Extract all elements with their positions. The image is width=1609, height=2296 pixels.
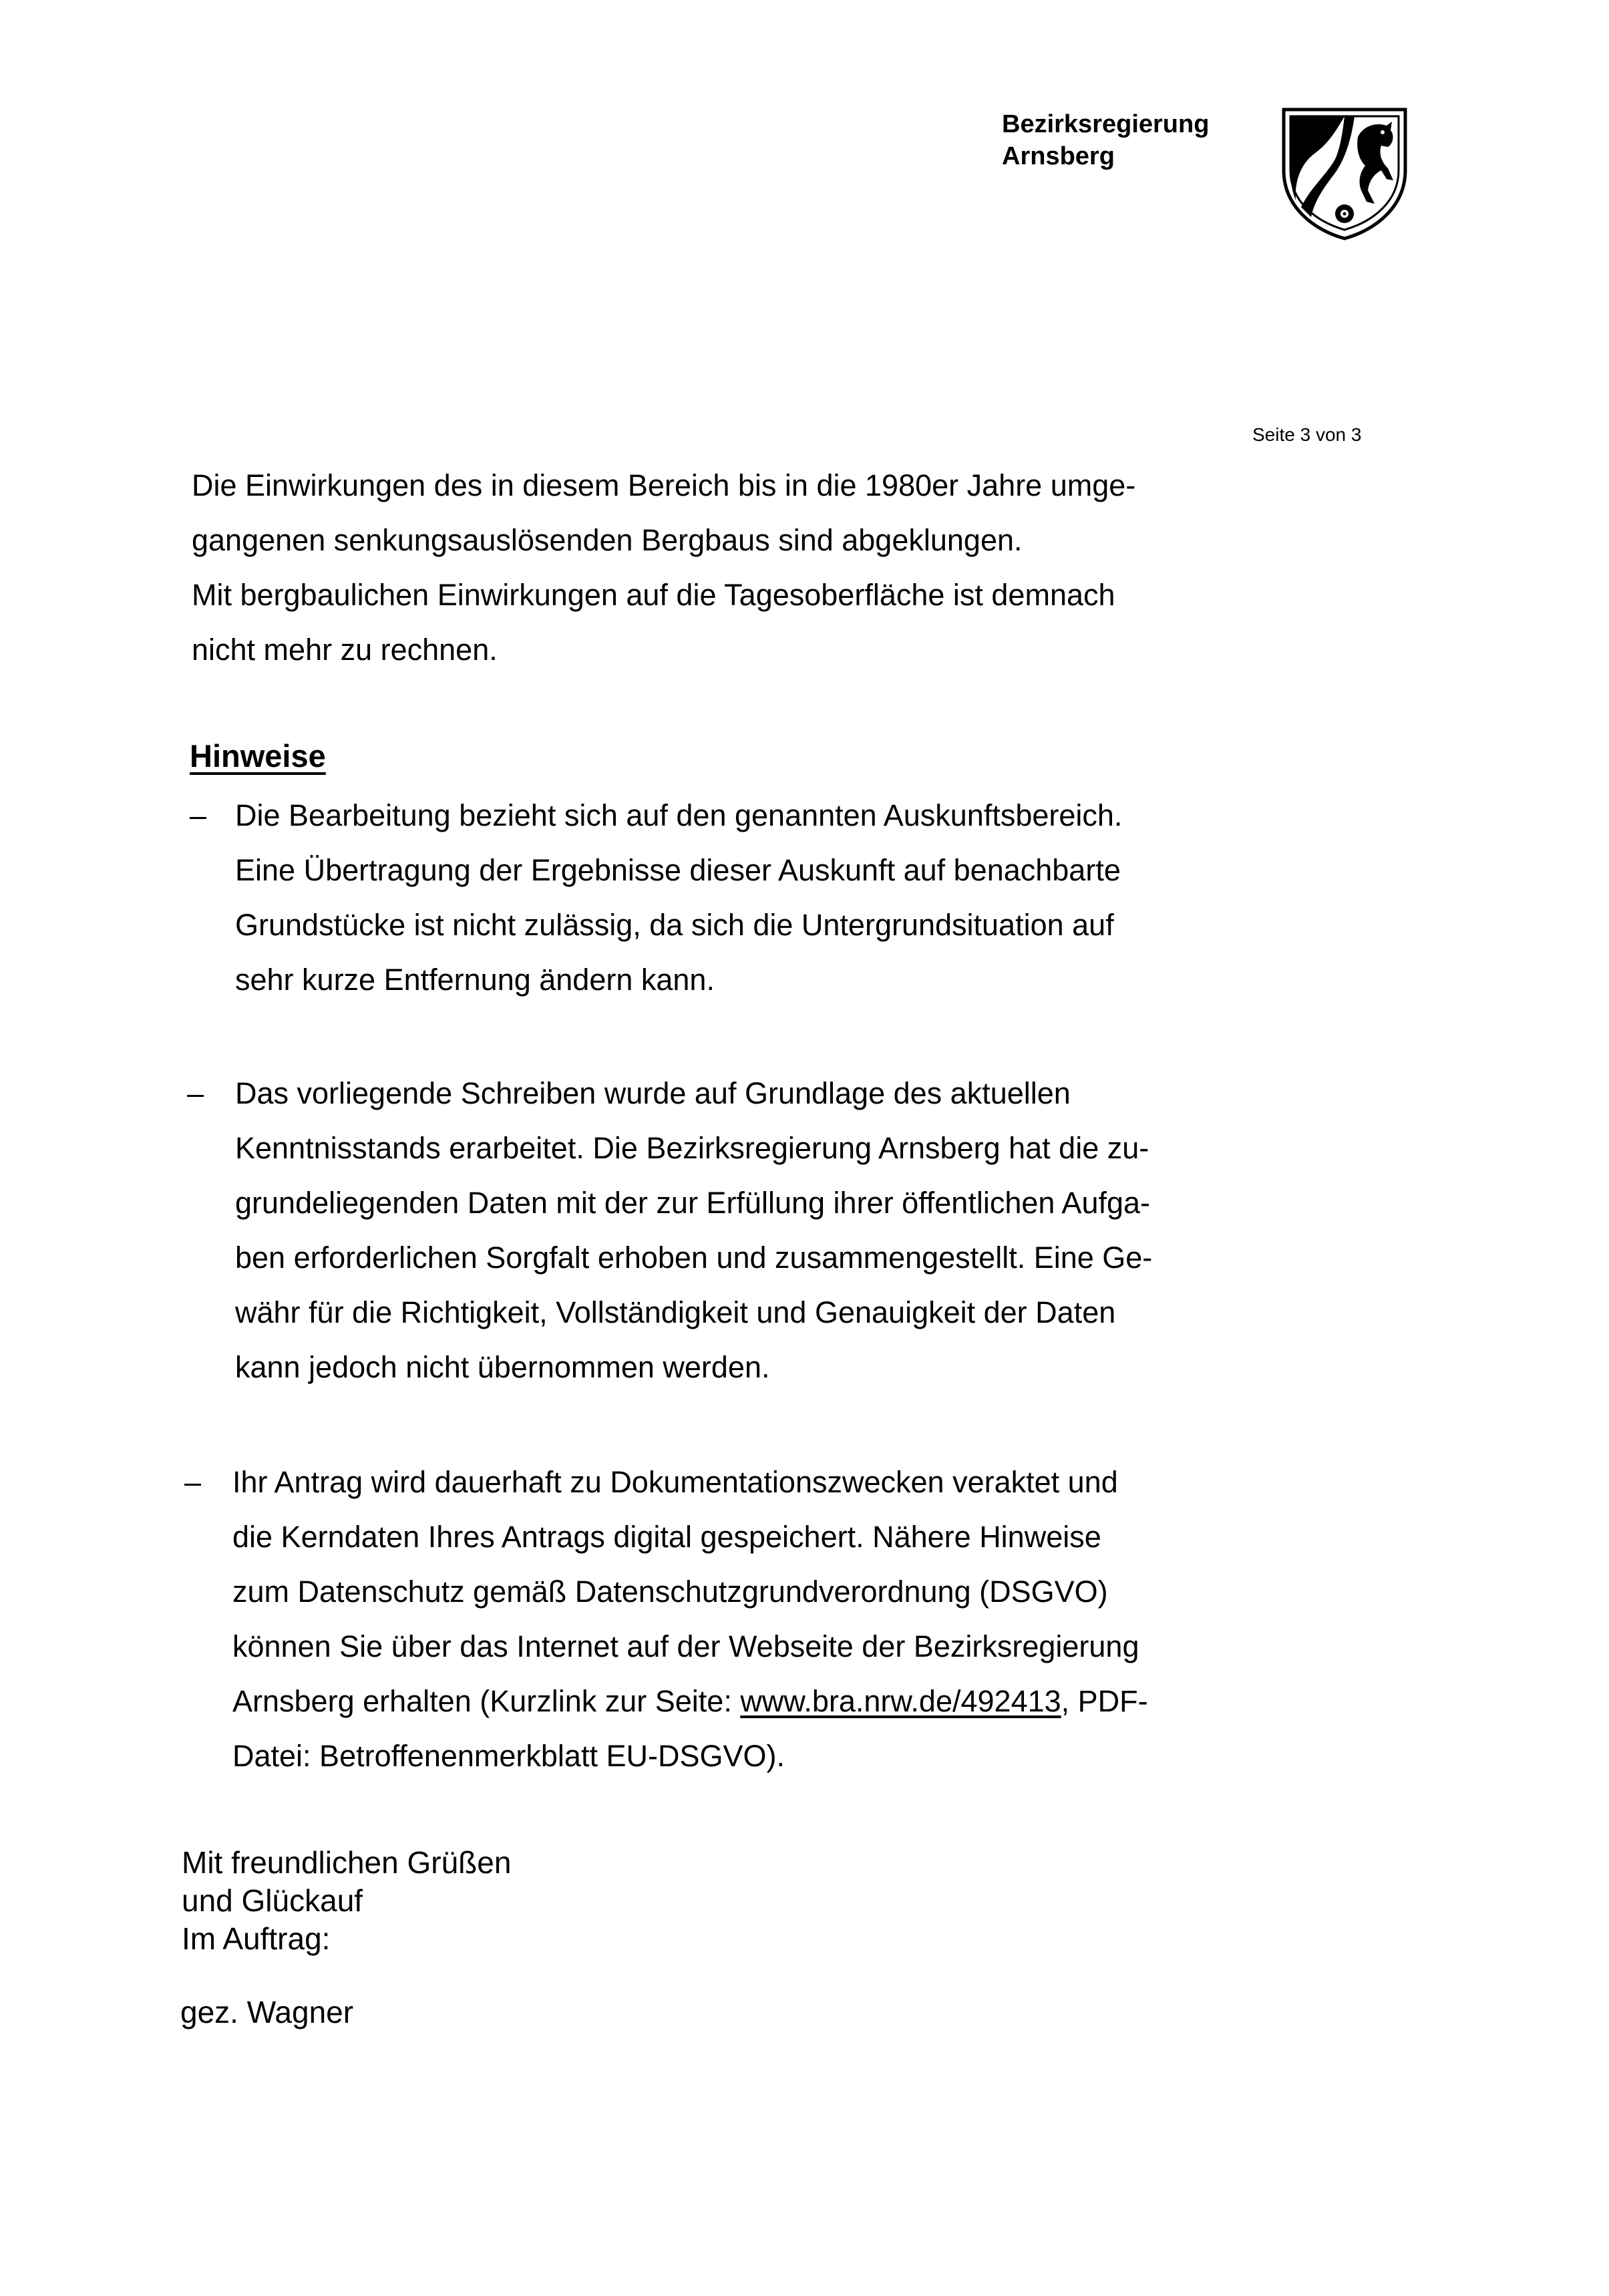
note-line: können Sie über das Internet auf der Webseite der Bezirksregierung [232, 1629, 1139, 1663]
intro-line: Die Einwirkungen des in diesem Bereich bis in die 1980er Jahre umge- [192, 468, 1136, 502]
note-line: Das vorliegende Schreiben wurde auf Grundlage des aktuellen [235, 1076, 1071, 1110]
signature: gez. Wagner [180, 1995, 354, 2029]
note-line: grundeliegenden Daten mit der zur Erfüllung ihrer öffentlichen Aufga- [235, 1186, 1151, 1220]
note-line: Eine Übertragung der Ergebnisse dieser Auskunft auf benachbarte [235, 853, 1121, 887]
closing-line: und Glückauf [182, 1883, 363, 1918]
shortlink[interactable]: www.bra.nrw.de/492413 [740, 1684, 1061, 1718]
note-line: Kenntnisstands erarbeitet. Die Bezirksregierung Arnsberg hat die zu- [235, 1131, 1149, 1165]
authority-line-2: Arnsberg [1002, 142, 1115, 170]
bullet-dash: – [184, 1465, 202, 1499]
note-line: Datei: Betroffenenmerkblatt EU-DSGVO). [232, 1739, 785, 1773]
notes-heading: Hinweise [190, 738, 326, 774]
note-line: Die Bearbeitung bezieht sich auf den genannten Auskunftsbereich. [235, 798, 1123, 832]
intro-paragraph [192, 458, 1135, 677]
nrw-coat-of-arms-icon [1281, 107, 1408, 240]
closing-line: Mit freundlichen Grüßen [182, 1845, 512, 1880]
note-line-with-link [232, 1674, 1148, 1729]
bullet-dash: – [190, 798, 207, 832]
note-text: Arnsberg erhalten (Kurzlink zur Seite: [232, 1684, 741, 1718]
note-line: die Kerndaten Ihres Antrags digital gespeichert. Nähere Hinweise [232, 1520, 1101, 1554]
note-line: zum Datenschutz gemäß Datenschutzgrundverordnung (DSGVO) [232, 1575, 1108, 1609]
intro-line: Mit bergbaulichen Einwirkungen auf die Tagesoberfläche ist demnach [192, 578, 1115, 612]
page-number: Seite 3 von 3 [1252, 424, 1362, 445]
note-line: kann jedoch nicht übernommen werden. [235, 1350, 770, 1384]
authority-name [1002, 108, 1209, 172]
note-1 [235, 788, 1122, 1007]
intro-line: gangenen senkungsauslösenden Bergbaus sind abgeklungen. [192, 523, 1023, 557]
note-2 [235, 1066, 1152, 1395]
note-text: , PDF- [1061, 1684, 1148, 1718]
note-line: sehr kurze Entfernung ändern kann. [235, 963, 715, 997]
note-line: Ihr Antrag wird dauerhaft zu Dokumentationszwecken veraktet und [232, 1465, 1118, 1499]
intro-line: nicht mehr zu rechnen. [192, 633, 498, 667]
note-line: währ für die Richtigkeit, Vollständigkeit und Genauigkeit der Daten [235, 1295, 1116, 1329]
note-3 [232, 1455, 1148, 1784]
authority-line-1: Bezirksregierung [1002, 110, 1210, 138]
note-line: Grundstücke ist nicht zulässig, da sich die Untergrundsituation auf [235, 908, 1114, 942]
bullet-dash: – [187, 1076, 204, 1110]
closing-line: Im Auftrag: [182, 1921, 331, 1956]
note-line: ben erforderlichen Sorgfalt erhoben und zusammengestellt. Eine Ge- [235, 1241, 1153, 1275]
closing [182, 1844, 511, 1958]
